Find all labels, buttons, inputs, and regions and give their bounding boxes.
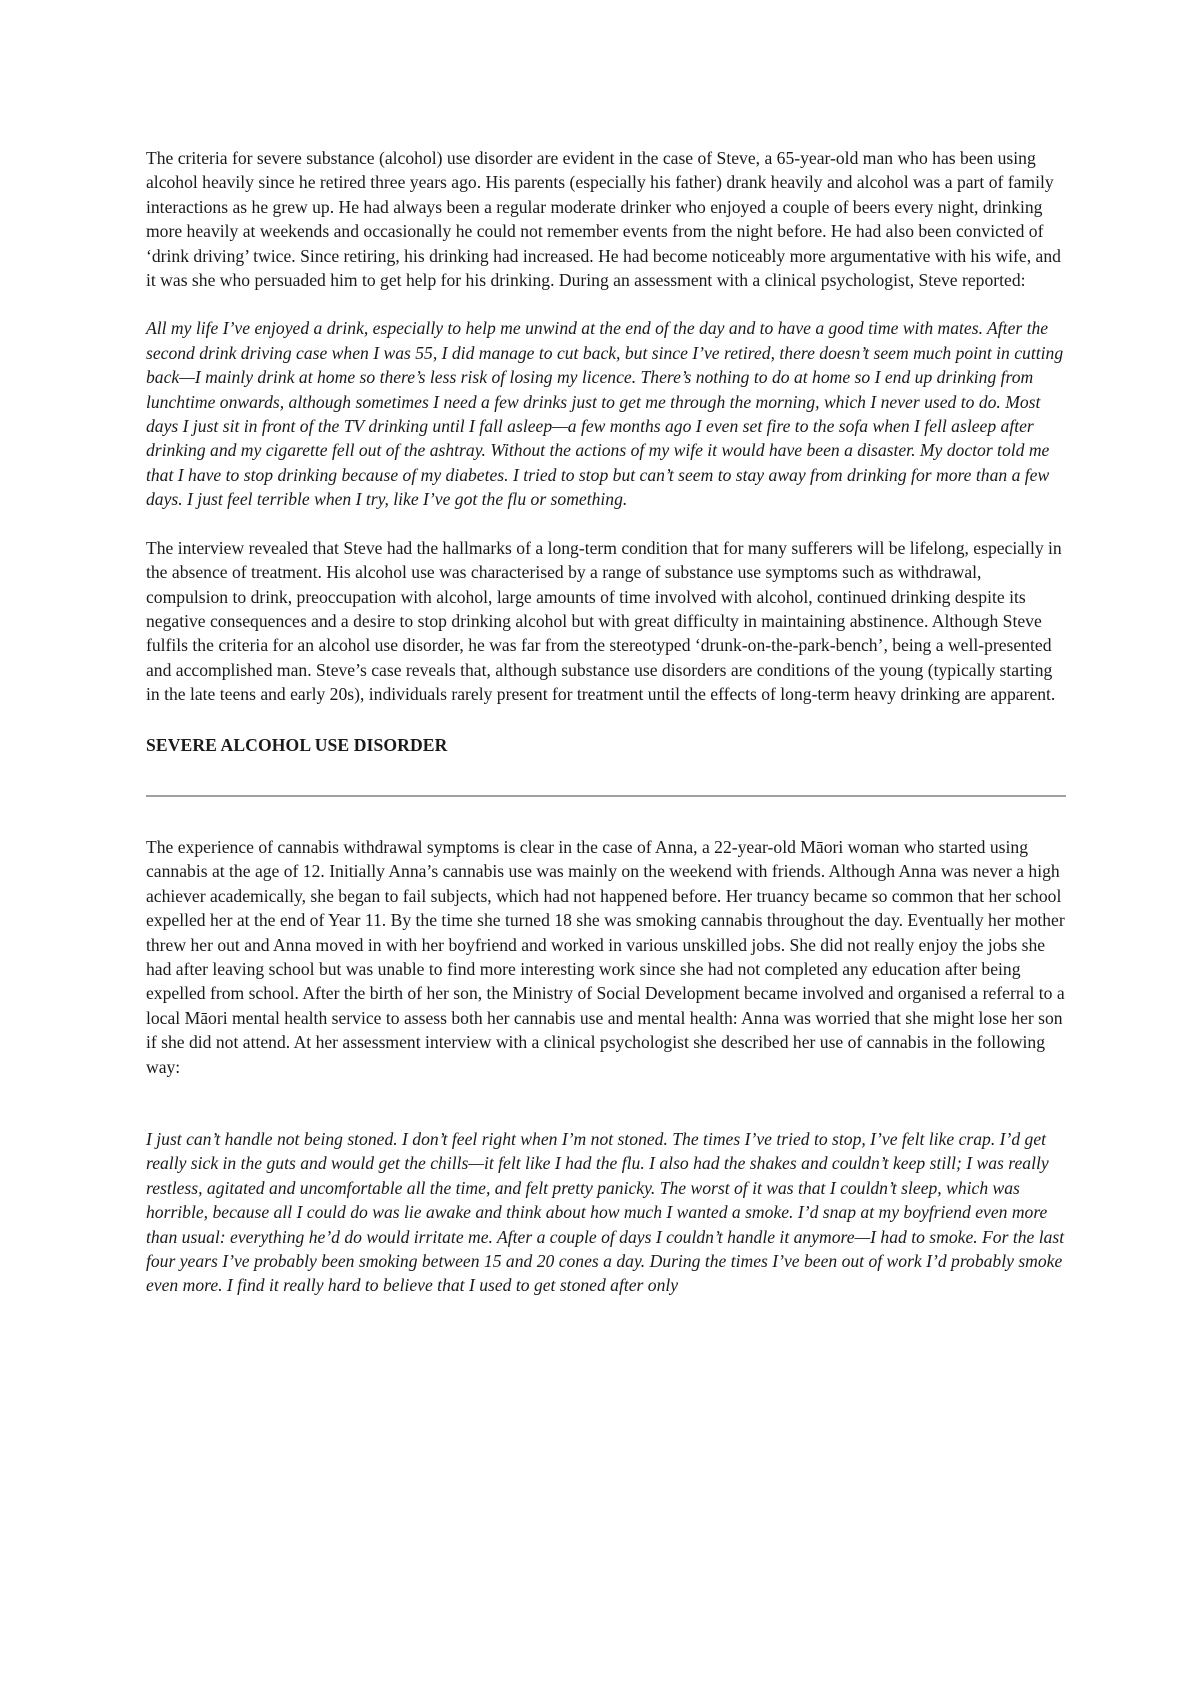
anna-quote-paragraph: I just can’t handle not being stoned. I don’t feel right when I’m not stoned. The times I’ve tried to stop, I’ve felt like crap. I’d get really sick in the guts and would get the chills—it felt like I had the flu. I also had the shakes and couldn’t keep still; I was really restless, agitated and uncomfortable all the time, and felt pretty panicky. The worst of it was that I couldn’t sleep, which was horrible, because all I could do was lie awake and think about how much I wanted a smoke. I’d snap at my boyfriend even more than usual: everything he’d do would irritate me. After a couple of days I couldn’t handle it anymore—I had to smoke. For the last four years I’ve probably been smoking between 15 and 20 cones a day. During the times I’ve been out of work I’d probably smoke even more. I find it really hard to believe that I used to get stoned after only: [146, 1129, 1065, 1296]
steve-case-intro-paragraph: The criteria for severe substance (alcohol) use disorder are evident in the case of Steve, a 65-year-old man who has been using alcohol heavily since he retired three years ago. His parents (especially his father) drank heavily and alcohol was a part of family interactions as he grew up. He had always been a regular moderate drinker who enjoyed a couple of beers every night, drinking more heavily at weekends and occasionally he could not remember events from the night before. He had also been convicted of ‘drink driving’ twice. Since retiring, his drinking had increased. He had become noticeably more argumentative with his wife, and it was she who persuaded him to get help for his drinking. During an assessment with a clinical psychologist, Steve reported:: [146, 148, 1061, 291]
section-divider: [146, 795, 1066, 797]
document-page: [146, 146, 1066, 1298]
steve-analysis-paragraph: The interview revealed that Steve had the hallmarks of a long-term condition that for many sufferers will be lifelong, especially in the absence of treatment. His alcohol use was characterised by a range of substance use symptoms such as withdrawal, compulsion to drink, preoccupation with alcohol, large amounts of time involved with alcohol, continued drinking despite its negative consequences and a desire to stop drinking alcohol but with great difficulty in maintaining abstinence. Although Steve fulfils the criteria for an alcohol use disorder, he was far from the stereotyped ‘drunk-on-the-park-bench’, being a well-presented and accomplished man. Steve’s case reveals that, although substance use disorders are conditions of the young (typically starting in the late teens and early 20s), individuals rarely present for treatment until the effects of long-term heavy drinking are apparent.: [146, 537, 1062, 705]
anna-case-intro-paragraph: The experience of cannabis withdrawal symptoms is clear in the case of Anna, a 22-year-old Māori woman who started using cannabis at the age of 12. Initially Anna’s cannabis use was mainly on the weekend with friends. Although Anna was never a high achiever academically, she began to fail subjects, which had not happened before. Her truancy became so common that her school expelled her at the end of Year 11. By the time she turned 18 she was smoking cannabis throughout the day. Eventually her mother threw her out and Anna moved in with her boyfriend and worked in various unskilled jobs. She did not really enjoy the jobs she had after leaving school but was unable to find more interesting work since she had not completed any education after being expelled from school. After the birth of her son, the Ministry of Social Development became involved and organised a referral to a local Māori mental health service to assess both her cannabis use and mental health: Anna was worried that she might lose her son if she did not attend. At her assessment interview with a clinical psychologist she described her use of cannabis in the following way:: [146, 836, 1065, 1077]
section-heading: SEVERE ALCOHOL USE DISORDER: [146, 734, 448, 755]
steve-quote-paragraph: All my life I’ve enjoyed a drink, especially to help me unwind at the end of the day and to have a good time with mates. After the second drink driving case when I was 55, I did manage to cut back, but since I’ve retired, there doesn’t seem much point in cutting back—I mainly drink at home so there’s less risk of losing my licence. There’s nothing to do at home so I end up drinking from lunchtime onwards, although sometimes I need a few drinks just to get me through the morning, which I never used to do. Most days I just sit in front of the TV drinking until I fall asleep—a few months ago I even set fire to the sofa when I fell asleep after drinking and my cigarette fell out of the ashtray. Without the actions of my wife it would have been a disaster. My doctor told me that I have to stop drinking because of my diabetes. I tried to stop but can’t seem to stay away from drinking for more than a few days. I just feel terrible when I try, like I’ve got the flu or something.: [146, 318, 1064, 510]
